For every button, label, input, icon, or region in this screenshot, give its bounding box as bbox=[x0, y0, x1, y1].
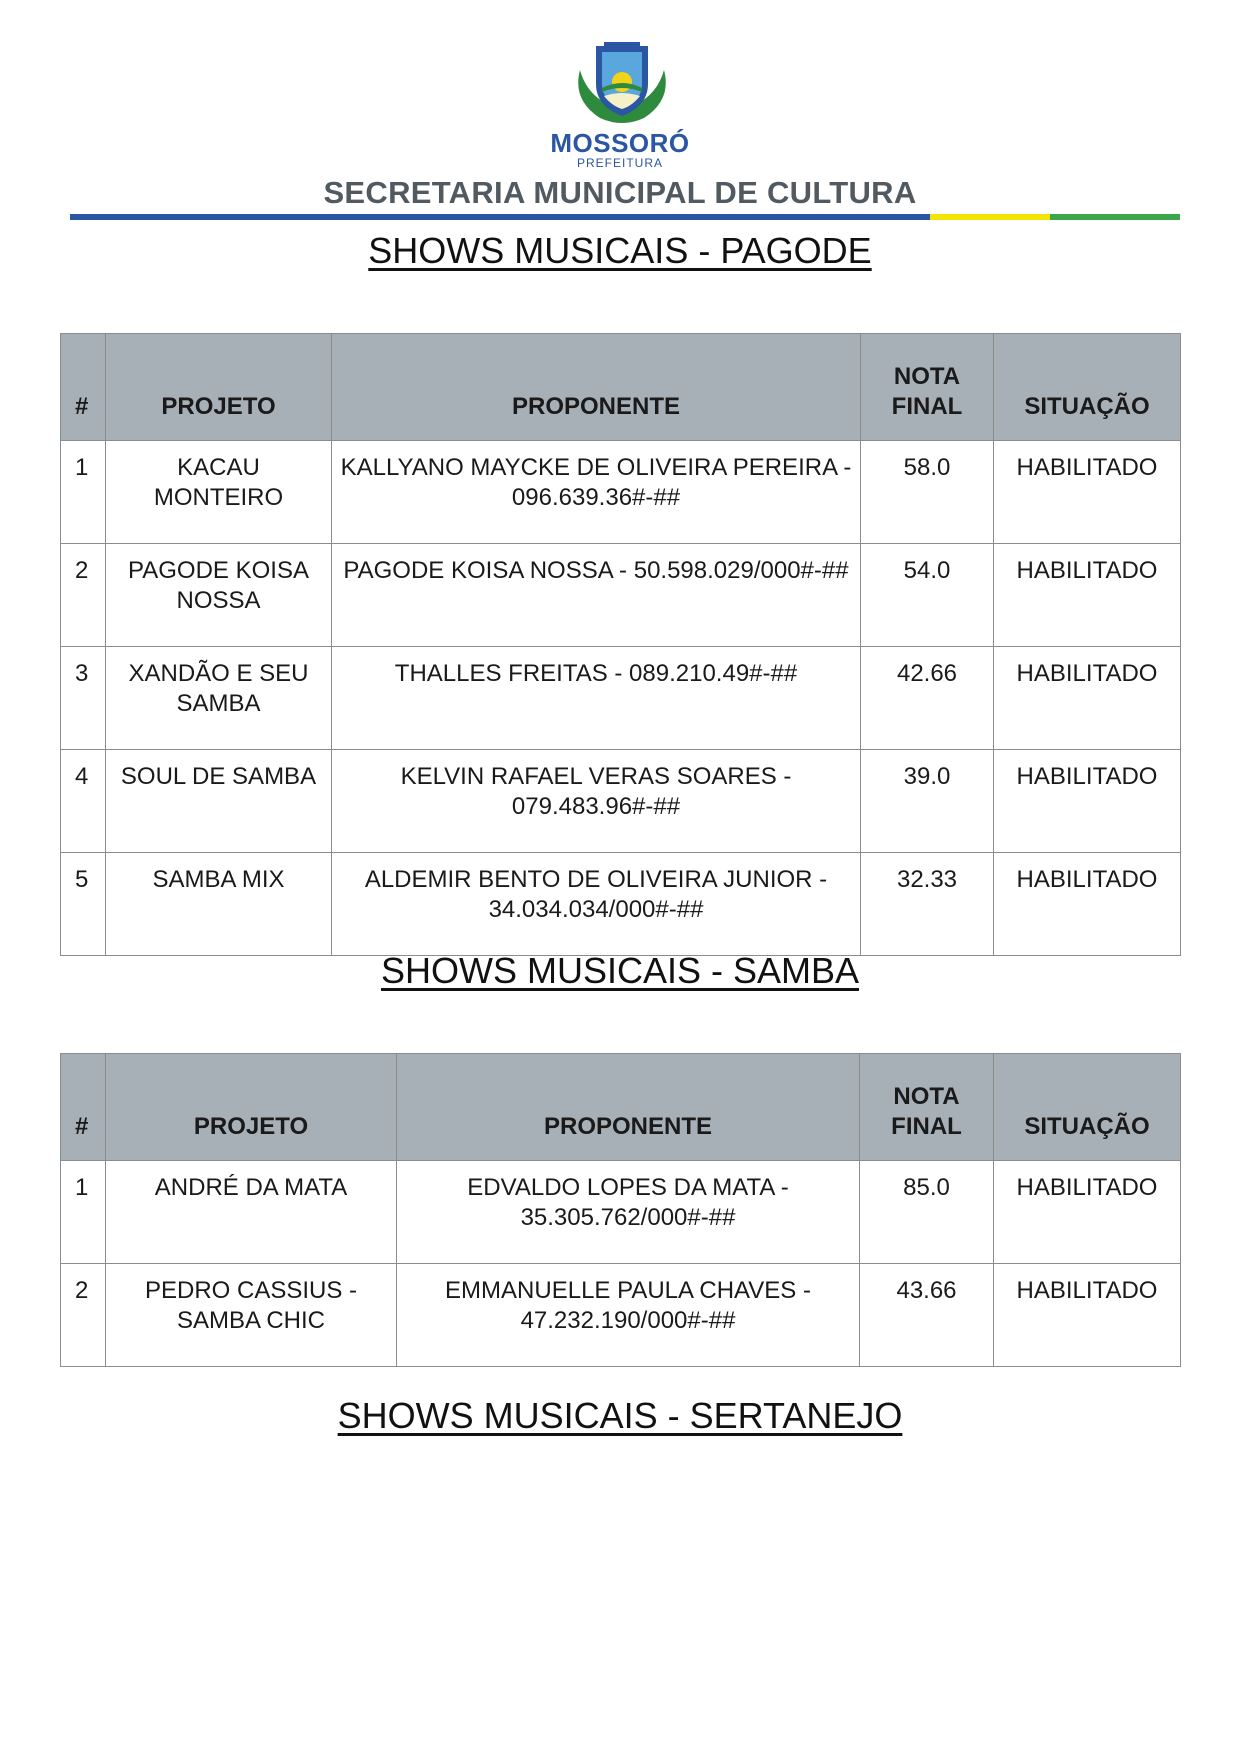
row-score: 54.0 bbox=[861, 544, 994, 647]
table-row bbox=[61, 647, 1181, 750]
row-index: 1 bbox=[61, 1161, 106, 1264]
row-status: HABILITADO bbox=[994, 1264, 1181, 1367]
column-header-score bbox=[860, 1054, 994, 1161]
header-stripe-green bbox=[1050, 214, 1180, 220]
row-proponent: KALLYANO MAYCKE DE OLIVEIRA PEREIRA - 096.639.36#-## bbox=[332, 441, 861, 544]
column-header-score-line1: NOTA bbox=[893, 363, 961, 390]
row-proponent: EMMANUELLE PAULA CHAVES - 47.232.190/000#-## bbox=[397, 1264, 860, 1367]
column-header-score bbox=[861, 334, 994, 441]
brand-subtitle: PREFEITURA bbox=[576, 156, 663, 170]
section-title-sertanejo: SHOWS MUSICAIS - SERTANEJO bbox=[337, 1395, 903, 1436]
row-score: 32.33 bbox=[861, 853, 994, 956]
row-index: 3 bbox=[61, 647, 106, 750]
row-proponent: EDVALDO LOPES DA MATA - 35.305.762/000#-## bbox=[397, 1161, 860, 1264]
column-header-index: # bbox=[61, 334, 106, 441]
table-row bbox=[61, 544, 1181, 647]
row-index: 2 bbox=[61, 544, 106, 647]
table-header-row bbox=[61, 334, 1181, 441]
table-row bbox=[61, 441, 1181, 544]
column-header-project: PROJETO bbox=[106, 334, 332, 441]
row-score: 43.66 bbox=[860, 1264, 994, 1367]
row-status: HABILITADO bbox=[994, 441, 1181, 544]
row-score: 85.0 bbox=[860, 1161, 994, 1264]
column-header-project: PROJETO bbox=[106, 1054, 397, 1161]
column-header-status: SITUAÇÃO bbox=[994, 334, 1181, 441]
results-table-samba bbox=[60, 1053, 1181, 1367]
row-proponent: KELVIN RAFAEL VERAS SOARES - 079.483.96#-## bbox=[332, 750, 861, 853]
row-status: HABILITADO bbox=[994, 647, 1181, 750]
row-project: SAMBA MIX bbox=[106, 853, 332, 956]
column-header-index: # bbox=[61, 1054, 106, 1161]
row-score: 42.66 bbox=[861, 647, 994, 750]
row-index: 5 bbox=[61, 853, 106, 956]
row-proponent: THALLES FREITAS - 089.210.49#-## bbox=[332, 647, 861, 750]
row-proponent: PAGODE KOISA NOSSA - 50.598.029/000#-## bbox=[332, 544, 861, 647]
section-title-samba: SHOWS MUSICAIS - SAMBA bbox=[380, 950, 860, 991]
document-header bbox=[0, 0, 1240, 225]
row-status: HABILITADO bbox=[994, 853, 1181, 956]
row-score: 58.0 bbox=[861, 441, 994, 544]
row-proponent: ALDEMIR BENTO DE OLIVEIRA JUNIOR - 34.034.034/000#-## bbox=[332, 853, 861, 956]
table-row bbox=[61, 1161, 1181, 1264]
table-row bbox=[61, 750, 1181, 853]
row-project: XANDÃO E SEU SAMBA bbox=[106, 647, 332, 750]
row-project: KACAU MONTEIRO bbox=[106, 441, 332, 544]
column-header-proponent: PROPONENTE bbox=[332, 334, 861, 441]
row-score: 39.0 bbox=[861, 750, 994, 853]
department-title: SECRETARIA MUNICIPAL DE CULTURA bbox=[323, 175, 917, 210]
row-index: 2 bbox=[61, 1264, 106, 1367]
table-header-row bbox=[61, 1054, 1181, 1161]
row-project: PEDRO CASSIUS - SAMBA CHIC bbox=[106, 1264, 397, 1367]
header-stripe-blue bbox=[70, 214, 930, 220]
section-title-pagode: SHOWS MUSICAIS - PAGODE bbox=[368, 230, 872, 271]
row-status: HABILITADO bbox=[994, 544, 1181, 647]
table-row bbox=[61, 1264, 1181, 1367]
column-header-score-line2: FINAL bbox=[891, 1113, 962, 1140]
column-header-proponent: PROPONENTE bbox=[397, 1054, 860, 1161]
table-row bbox=[61, 853, 1181, 956]
header-stripe-yellow bbox=[930, 214, 1050, 220]
row-project: SOUL DE SAMBA bbox=[106, 750, 332, 853]
row-status: HABILITADO bbox=[994, 750, 1181, 853]
column-header-score-line1: NOTA bbox=[893, 1083, 960, 1110]
mossoro-coat-of-arms-icon bbox=[570, 40, 674, 128]
row-index: 1 bbox=[61, 441, 106, 544]
column-header-score-line2: FINAL bbox=[891, 393, 963, 420]
column-header-status: SITUAÇÃO bbox=[994, 1054, 1181, 1161]
row-project: PAGODE KOISA NOSSA bbox=[106, 544, 332, 647]
brand-name: MOSSORÓ bbox=[550, 128, 690, 158]
row-status: HABILITADO bbox=[994, 1161, 1181, 1264]
results-table-pagode bbox=[60, 333, 1181, 956]
row-project: ANDRÉ DA MATA bbox=[106, 1161, 397, 1264]
row-index: 4 bbox=[61, 750, 106, 853]
